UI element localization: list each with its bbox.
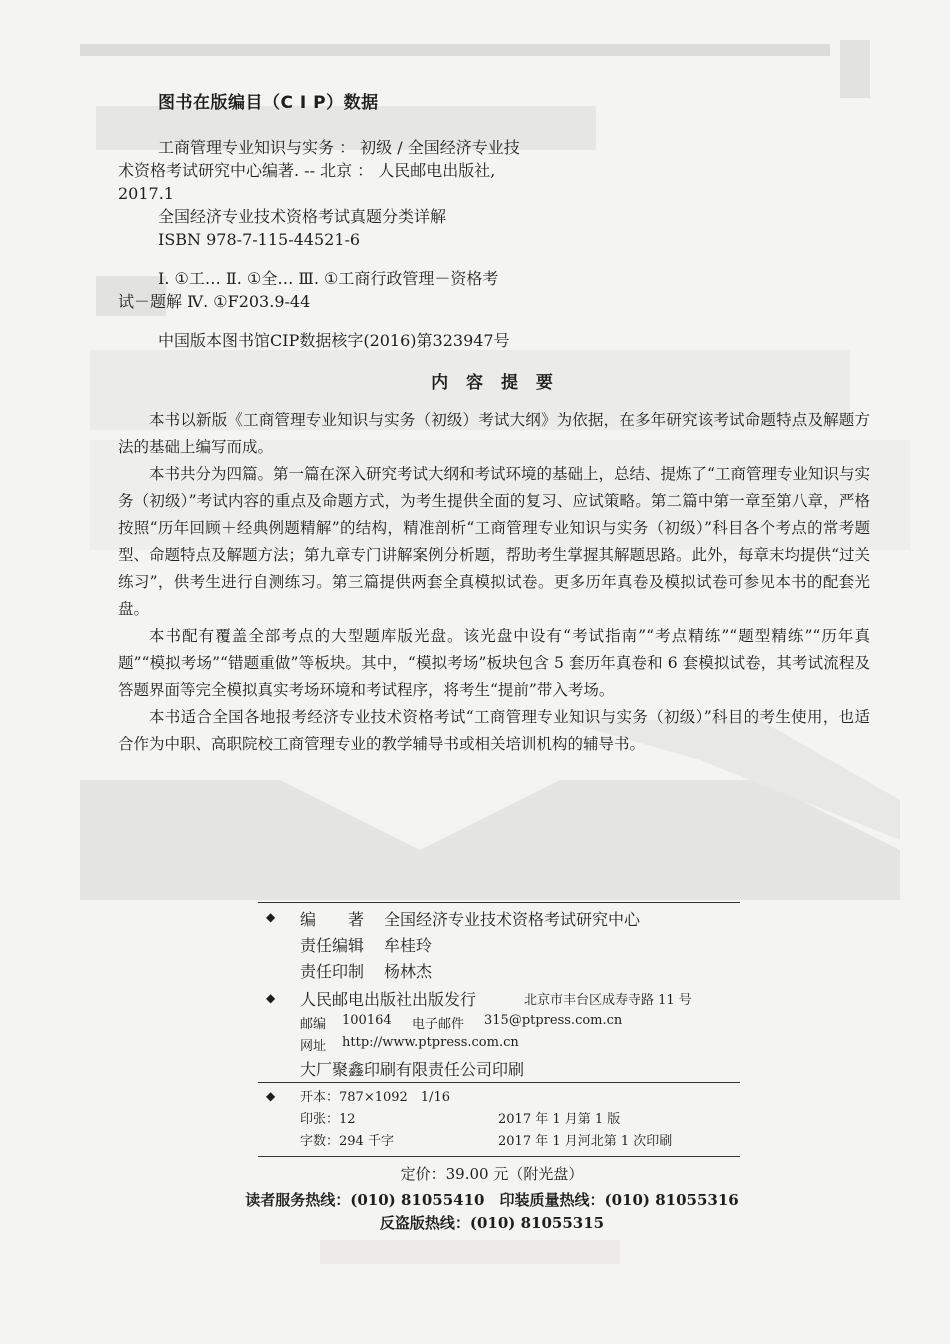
cip-series: 全国经济专业技术资格考试真题分类详解	[158, 207, 447, 226]
cip-title: 图书在版编目（C I P）数据	[158, 93, 379, 113]
summary-paragraph-1: 本书以新版《工商管理专业知识与实务（初级）考试大纲》为依据，在多年研究该考试命题特点及解题方法的基础上编写而成。	[118, 411, 870, 456]
cip-line-1: 工商管理专业知识与实务 ： 初级 / 全国经济专业技	[158, 138, 520, 157]
cip-line-2: 术资格考试研究中心编著. -- 北京 ： 人民邮电出版社,	[118, 161, 496, 180]
hotline-service: 读者服务热线：(010) 81055410 印装质量热线：(010) 81055316	[245, 1191, 739, 1209]
publisher-address: 北京市丰台区成寿寺路 11 号	[524, 993, 692, 1008]
divider-mid	[258, 1082, 740, 1083]
summary-title: 内 容 提 要	[431, 373, 559, 393]
print-company: 大厂聚鑫印刷有限责任公司印刷	[300, 1060, 525, 1079]
postcode-value: 100164	[342, 1013, 392, 1028]
diamond-bullet-3: ◆	[266, 1089, 276, 1103]
web-label: 网址	[300, 1039, 327, 1054]
publisher: 人民邮电出版社出版发行	[300, 990, 477, 1009]
cip-record	[118, 136, 638, 352]
divider-top	[258, 902, 740, 903]
cip-isbn: ISBN 978-7-115-44521-6	[158, 230, 361, 249]
summary-paragraph-4: 本书适合全国各地报考经济专业技术资格考试“工商管理专业知识与实务（初级）”科目的考生使用，也适合作为中职、高职院校工商管理专业的教学辅导书或相关培训机构的辅导书。	[118, 708, 870, 753]
book-format: 开本：787×1092 1/16	[300, 1090, 450, 1105]
printing: 2017 年 1 月河北第 1 次印刷	[498, 1134, 673, 1149]
summary-body	[118, 407, 870, 758]
diamond-bullet-1: ◆	[266, 910, 276, 924]
cip-class-1: Ⅰ. ①工… Ⅱ. ①全… Ⅲ. ①工商行政管理－资格考	[158, 269, 499, 288]
print-sheets: 印张：12	[300, 1112, 356, 1127]
cip-class-2: 试－题解 Ⅳ. ①F203.9-44	[118, 292, 311, 311]
editor-label: 责任编辑	[300, 936, 365, 955]
email-label: 电子邮件	[412, 1017, 465, 1032]
summary-paragraph-2: 本书共分为四篇。第一篇在深入研究考试大纲和考试环境的基础上，总结、提炼了“工商管理专业知识与实务（初级）”考试内容的重点及命题方式，为考生提供全面的复习、应试策略。第二篇中第一章至第八章，严格按照“历年回顾＋经典例题精解”的结构，精准剖析“工商管理专业知识与实务（初级）”科目各个考点的常考题型、命题特点及解题方法；第九章专门讲解案例分析题，帮助考生掌握其解题思路。此外，每章末均提供“过关练习”，供考生进行自测练习。第三篇提供两套全真模拟试卷。更多历年真卷及模拟试卷可参见本书的配套光盘。	[118, 465, 870, 618]
hotline-antipiracy: 反盗版热线：(010) 81055315	[379, 1214, 605, 1232]
editor-value: 牟桂玲	[384, 936, 433, 955]
diamond-bullet-2: ◆	[266, 991, 276, 1005]
price: 定价：39.00 元（附光盘）	[400, 1165, 584, 1183]
postcode-label: 邮编	[300, 1017, 327, 1032]
email-value: 315@ptpress.com.cn	[484, 1013, 623, 1028]
printer-value: 杨林杰	[384, 962, 433, 981]
author-value: 全国经济专业技术资格考试研究中心	[384, 910, 641, 929]
summary-paragraph-3: 本书配有覆盖全部考点的大型题库版光盘。该光盘中设有“考试指南”“考点精练”“题型精练”“历年真题”“模拟考场”“错题重做”等板块。其中，“模拟考场”板块包含 5 套历年真卷和 6 套模拟试卷，其考试流程及答题界面等完全模拟真实考场环境和考试程序，将考生“提前”带入考场。	[118, 627, 870, 699]
divider-bottom	[258, 1156, 740, 1157]
cip-number: 中国版本图书馆CIP数据核字(2016)第323947号	[158, 331, 510, 350]
edition: 2017 年 1 月第 1 版	[498, 1112, 621, 1127]
web-value: http://www.ptpress.com.cn	[342, 1035, 519, 1050]
cip-line-3: 2017.1	[118, 184, 174, 203]
word-count: 字数：294 千字	[300, 1134, 394, 1149]
author-label: 编 著	[300, 910, 365, 929]
printer-label: 责任印制	[300, 962, 365, 981]
